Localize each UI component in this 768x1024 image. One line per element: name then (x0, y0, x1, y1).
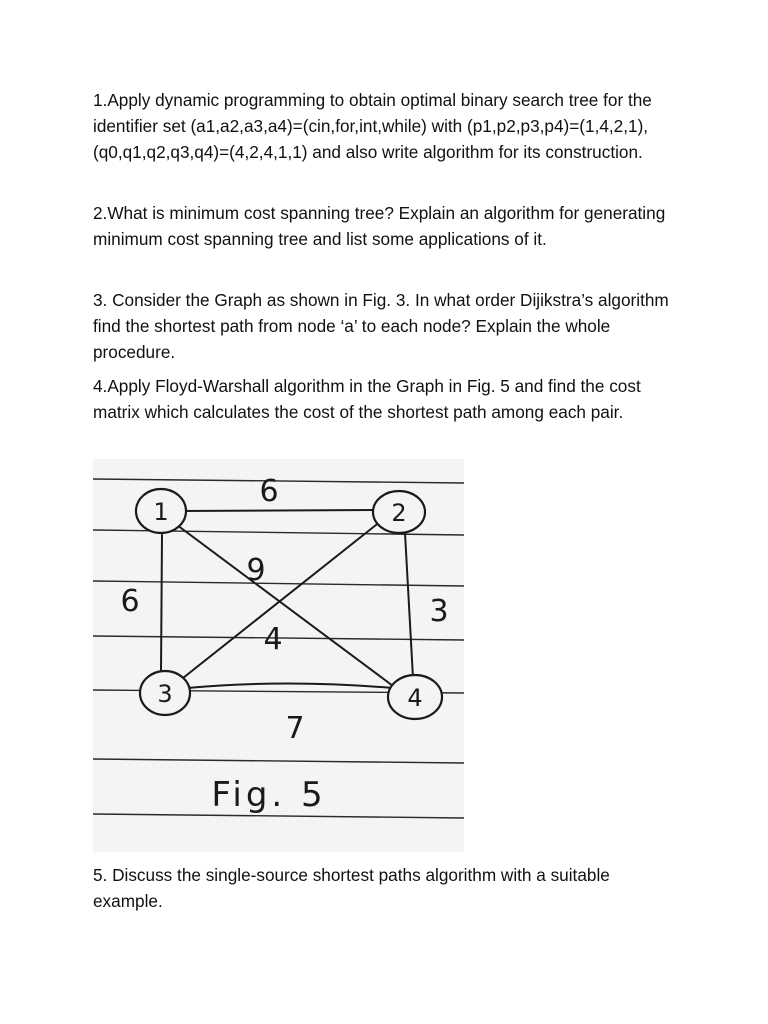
figure-caption: Fig. 5 (211, 775, 327, 815)
question-3: 3. Consider the Graph as shown in Fig. 3. In what order Dijikstra’s algorithm find the shortest path from node ‘a’ to each node? Explain the whole procedure. (93, 290, 669, 362)
weight-1-2: 6 (259, 474, 279, 509)
edge-1-3 (161, 535, 162, 672)
graph-drawing (93, 459, 464, 852)
graph-figure (93, 459, 464, 852)
node-1-label: 1 (153, 498, 169, 526)
question-1: 1.Apply dynamic programming to obtain optimal binary search tree for the identifier set (a1,a2,a3,a4)=(cin,for,int,while) with (p1,p2,p3,p4)=(1,4,2,1),(q0,q1,q2,q3,q4)=(4,2,4,1,1) and also write algorithm for its construction. (93, 90, 652, 162)
weight-2-3: 4 (263, 622, 283, 657)
question-4: 4.Apply Floyd-Warshall algorithm in the Graph in Fig. 5 and find the cost matrix which calculates the cost of the shortest path among each pair. (93, 376, 641, 422)
edge-2-4 (405, 533, 413, 678)
weight-2-4: 3 (429, 594, 449, 629)
weight-1-3: 6 (120, 584, 140, 619)
question-5: 5. Discuss the single-source shortest paths algorithm with a suitable example. (93, 865, 610, 911)
node-2-label: 2 (391, 499, 407, 527)
edge-1-2 (179, 510, 375, 511)
weight-1-4: 9 (246, 553, 266, 588)
weight-3-4: 7 (285, 711, 305, 746)
edge-1-4 (177, 525, 393, 686)
node-3-label: 3 (157, 680, 173, 708)
node-4-label: 4 (407, 684, 423, 712)
edge-3-4 (187, 683, 393, 688)
question-2: 2.What is minimum cost spanning tree? Explain an algorithm for generating minimum cost spanning tree and list some applications of it. (93, 203, 666, 249)
